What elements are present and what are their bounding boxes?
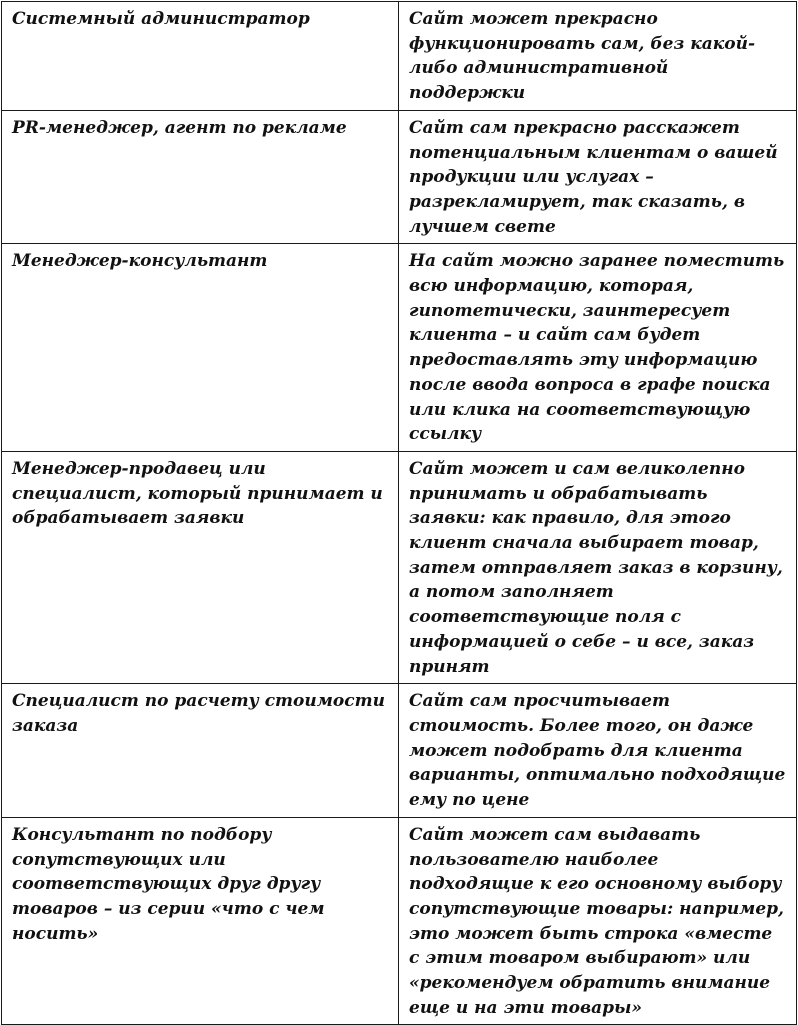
role-cell: PR-менеджер, агент по рекламе bbox=[2, 110, 399, 244]
site-cell: Сайт сам просчитывает стоимость. Более того, он даже может подобрать для клиента варианты, оптимально подходящие ему по цене bbox=[399, 684, 797, 818]
table-row bbox=[2, 244, 797, 452]
table-row bbox=[2, 451, 797, 683]
site-cell: Сайт может сам выдавать пользователю наиболее подходящие к его основному выбору сопутствующие товары: например, это может быть строка «вместе с этим товаром выбирают» или «рекомендуем обратить внимание еще и на эти товары» bbox=[399, 817, 797, 1025]
role-cell: Менеджер-консультант bbox=[2, 244, 399, 452]
table-row bbox=[2, 2, 797, 111]
site-cell: Сайт может прекрасно функционировать сам, без какой-либо административной поддержки bbox=[399, 2, 797, 111]
site-cell: На сайт можно заранее поместить всю информацию, которая, гипотетически, заинтересует клиента – и сайт сам будет предоставлять эту информацию после ввода вопроса в графе поиска или клика на соответствующую ссылку bbox=[399, 244, 797, 452]
role-cell: Консультант по подбору сопутствующих или соответствующих друг другу товаров – из серии «что с чем носить» bbox=[2, 817, 399, 1025]
site-cell: Сайт сам прекрасно расскажет потенциальным клиентам о вашей продукции или услугах – разрекламирует, так сказать, в лучшем свете bbox=[399, 110, 797, 244]
role-cell: Системный администратор bbox=[2, 2, 399, 111]
table-row bbox=[2, 110, 797, 244]
site-cell: Сайт может и сам великолепно принимать и обрабатывать заявки: как правило, для этого клиент сначала выбирает товар, затем отправляет заказ в корзину, а потом заполняет соответствующие поля с информацией о себе – и все, заказ принят bbox=[399, 451, 797, 683]
roles-table bbox=[1, 1, 797, 1025]
role-cell: Менеджер-продавец или специалист, который принимает и обрабатывает заявки bbox=[2, 451, 399, 683]
role-cell: Специалист по расчету стоимости заказа bbox=[2, 684, 399, 818]
table-row bbox=[2, 817, 797, 1025]
table-row bbox=[2, 684, 797, 818]
